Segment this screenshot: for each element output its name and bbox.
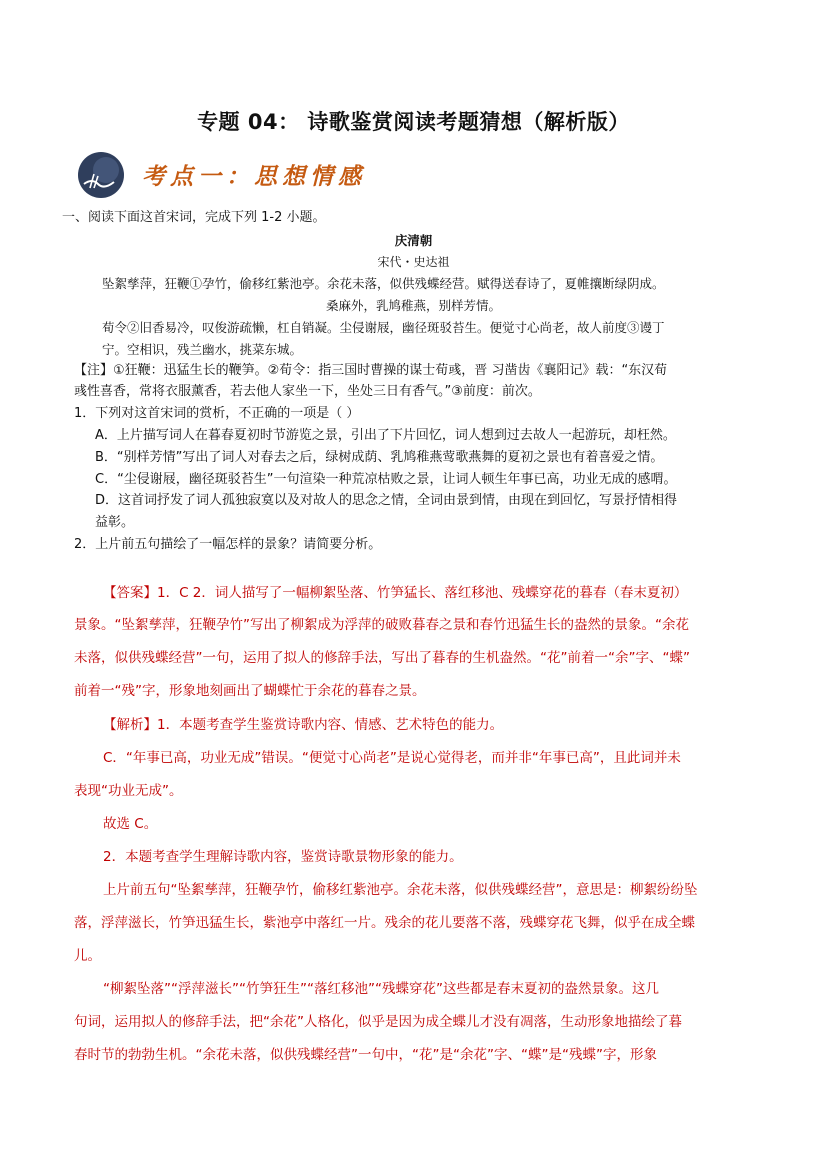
analysis-line: 春时节的勃勃生机。“余花未落，似供残蝶经营”一句中，“花”是“余花”字、“蝶”是“残蝶”字，形象: [74, 1047, 657, 1063]
analysis-line: 儿。: [74, 948, 101, 964]
answer-line: 未落，似供残蝶经营”一句，运用了拟人的修辞手法，写出了暮春的生机盎然。“花”前着一“余”字、“蝶”: [74, 650, 690, 666]
option-d: D．这首词抒发了词人孤独寂寞以及对故人的思念之情，全词由景到情，由现在到回忆，写景抒情相得: [95, 493, 678, 508]
option-b: B．“别样芳情”写出了词人对春去之后，绿树成荫、乳鸠稚燕莺歌燕舞的夏初之景也有着喜爱之情。: [95, 450, 664, 465]
section-label: 考点一：思想情感: [142, 163, 366, 190]
poem-line: 荀令②旧香易冷，叹俊游疏懒，杠自销凝。尘侵谢屐，幽径斑驳苔生。便觉寸心尚老，故人前度③谩丁: [102, 320, 665, 335]
analysis-line: 落，浮萍滋长，竹笋迅猛生长，紫池亭中落红一片。残余的花儿要落不落，残蝶穿花飞舞，似乎在成全蝶: [74, 915, 695, 931]
analysis-line: 1．本题考查学生鉴赏诗歌内容、情感、艺术特色的能力。: [157, 717, 504, 733]
option-d-cont: 益彰。: [95, 515, 135, 530]
option-c: C．“尘侵谢屐，幽径斑驳苔生”一句渲染一种荒凉枯败之景，让词人顿生年事已高，功业无成的感喟。: [95, 472, 677, 487]
page-title: 专题 04： 诗歌鉴赏阅读考题猜想（解析版）: [197, 110, 630, 134]
poem-line: 桑麻外，乳鸠稚燕，别样芳情。: [325, 298, 501, 313]
section-banner: [76, 150, 396, 200]
annotation-note: 【注】①狂鞭：迅猛生长的鞭笋。②荀令：指三国时曹操的谋士荀彧，晋 习凿齿《襄阳记》载：“东汉荀: [74, 363, 668, 378]
poem-line: 坠絮孳萍，狂鞭①孕竹，偷移红紫池亭。余花未落，似供残蝶经营。赋得送春诗了，夏帷攘断绿阴成。: [102, 276, 665, 291]
answer-line: 景象。“坠絮孳萍，狂鞭孕竹”写出了柳絮成为浮萍的破败暮春之景和春竹迅猛生长的盎然的景象。“余花: [74, 617, 689, 633]
analysis-line: 上片前五句“坠絮孳萍，狂鞭孕竹，偷移红紫池亭。余花未落，似供残蝶经营”，意思是：柳絮纷纷坠: [103, 882, 698, 898]
analysis-line: 故选 C。: [103, 816, 158, 832]
answer-label: 【答案】: [103, 585, 157, 601]
analysis-line: 句词，运用拟人的修辞手法，把“余花”人格化，似乎是因为成全蝶儿才没有凋落，生动形象地描绘了暮: [74, 1014, 682, 1030]
poem-line: 宁。空相识，残兰幽水，挑菜东城。: [102, 342, 303, 357]
poem-author: 宋代・史达祖: [377, 255, 450, 269]
analysis-label: 【解析】: [103, 717, 157, 733]
question-intro: 一、阅读下面这首宋词，完成下列 1-2 小题。: [62, 210, 326, 225]
analysis-line: 表现“功业无成”。: [74, 783, 183, 799]
ink-brush-icon: [76, 150, 126, 200]
question-1-stem: 1．下列对这首宋词的赏析，不正确的一项是（ ）: [74, 406, 360, 421]
analysis-line: “柳絮坠落”“浮萍滋长”“竹笋狂生”“落红移池”“残蝶穿花”这些都是春末夏初的盎然景象。这几: [103, 981, 659, 997]
option-a: A．上片描写词人在暮春夏初时节游览之景，引出了下片回忆，词人想到过去故人一起游玩，却枉然。: [95, 428, 676, 443]
analysis-line: C．“年事已高，功业无成”错误。“便觉寸心尚老”是说心觉得老，而并非“年事已高”，且此词并未: [103, 750, 681, 766]
question-2-stem: 2．上片前五句描绘了一幅怎样的景象？请简要分析。: [74, 537, 382, 552]
answer-line: 前着一“残”字，形象地刻画出了蝴蝶忙于余花的暮春之景。: [74, 683, 426, 699]
poem-title: 庆清朝: [394, 233, 433, 248]
annotation-note: 彧性喜香，常将衣服薰香，若去他人家坐一下，坐处三日有香气。”③前度：前次。: [74, 384, 541, 399]
answer-line: 1．C 2．词人描写了一幅柳絮坠落、竹笋猛长、落红移池、残蝶穿花的暮春（春末夏初）: [157, 585, 688, 601]
analysis-line: 2．本题考查学生理解诗歌内容，鉴赏诗歌景物形象的能力。: [103, 849, 463, 865]
